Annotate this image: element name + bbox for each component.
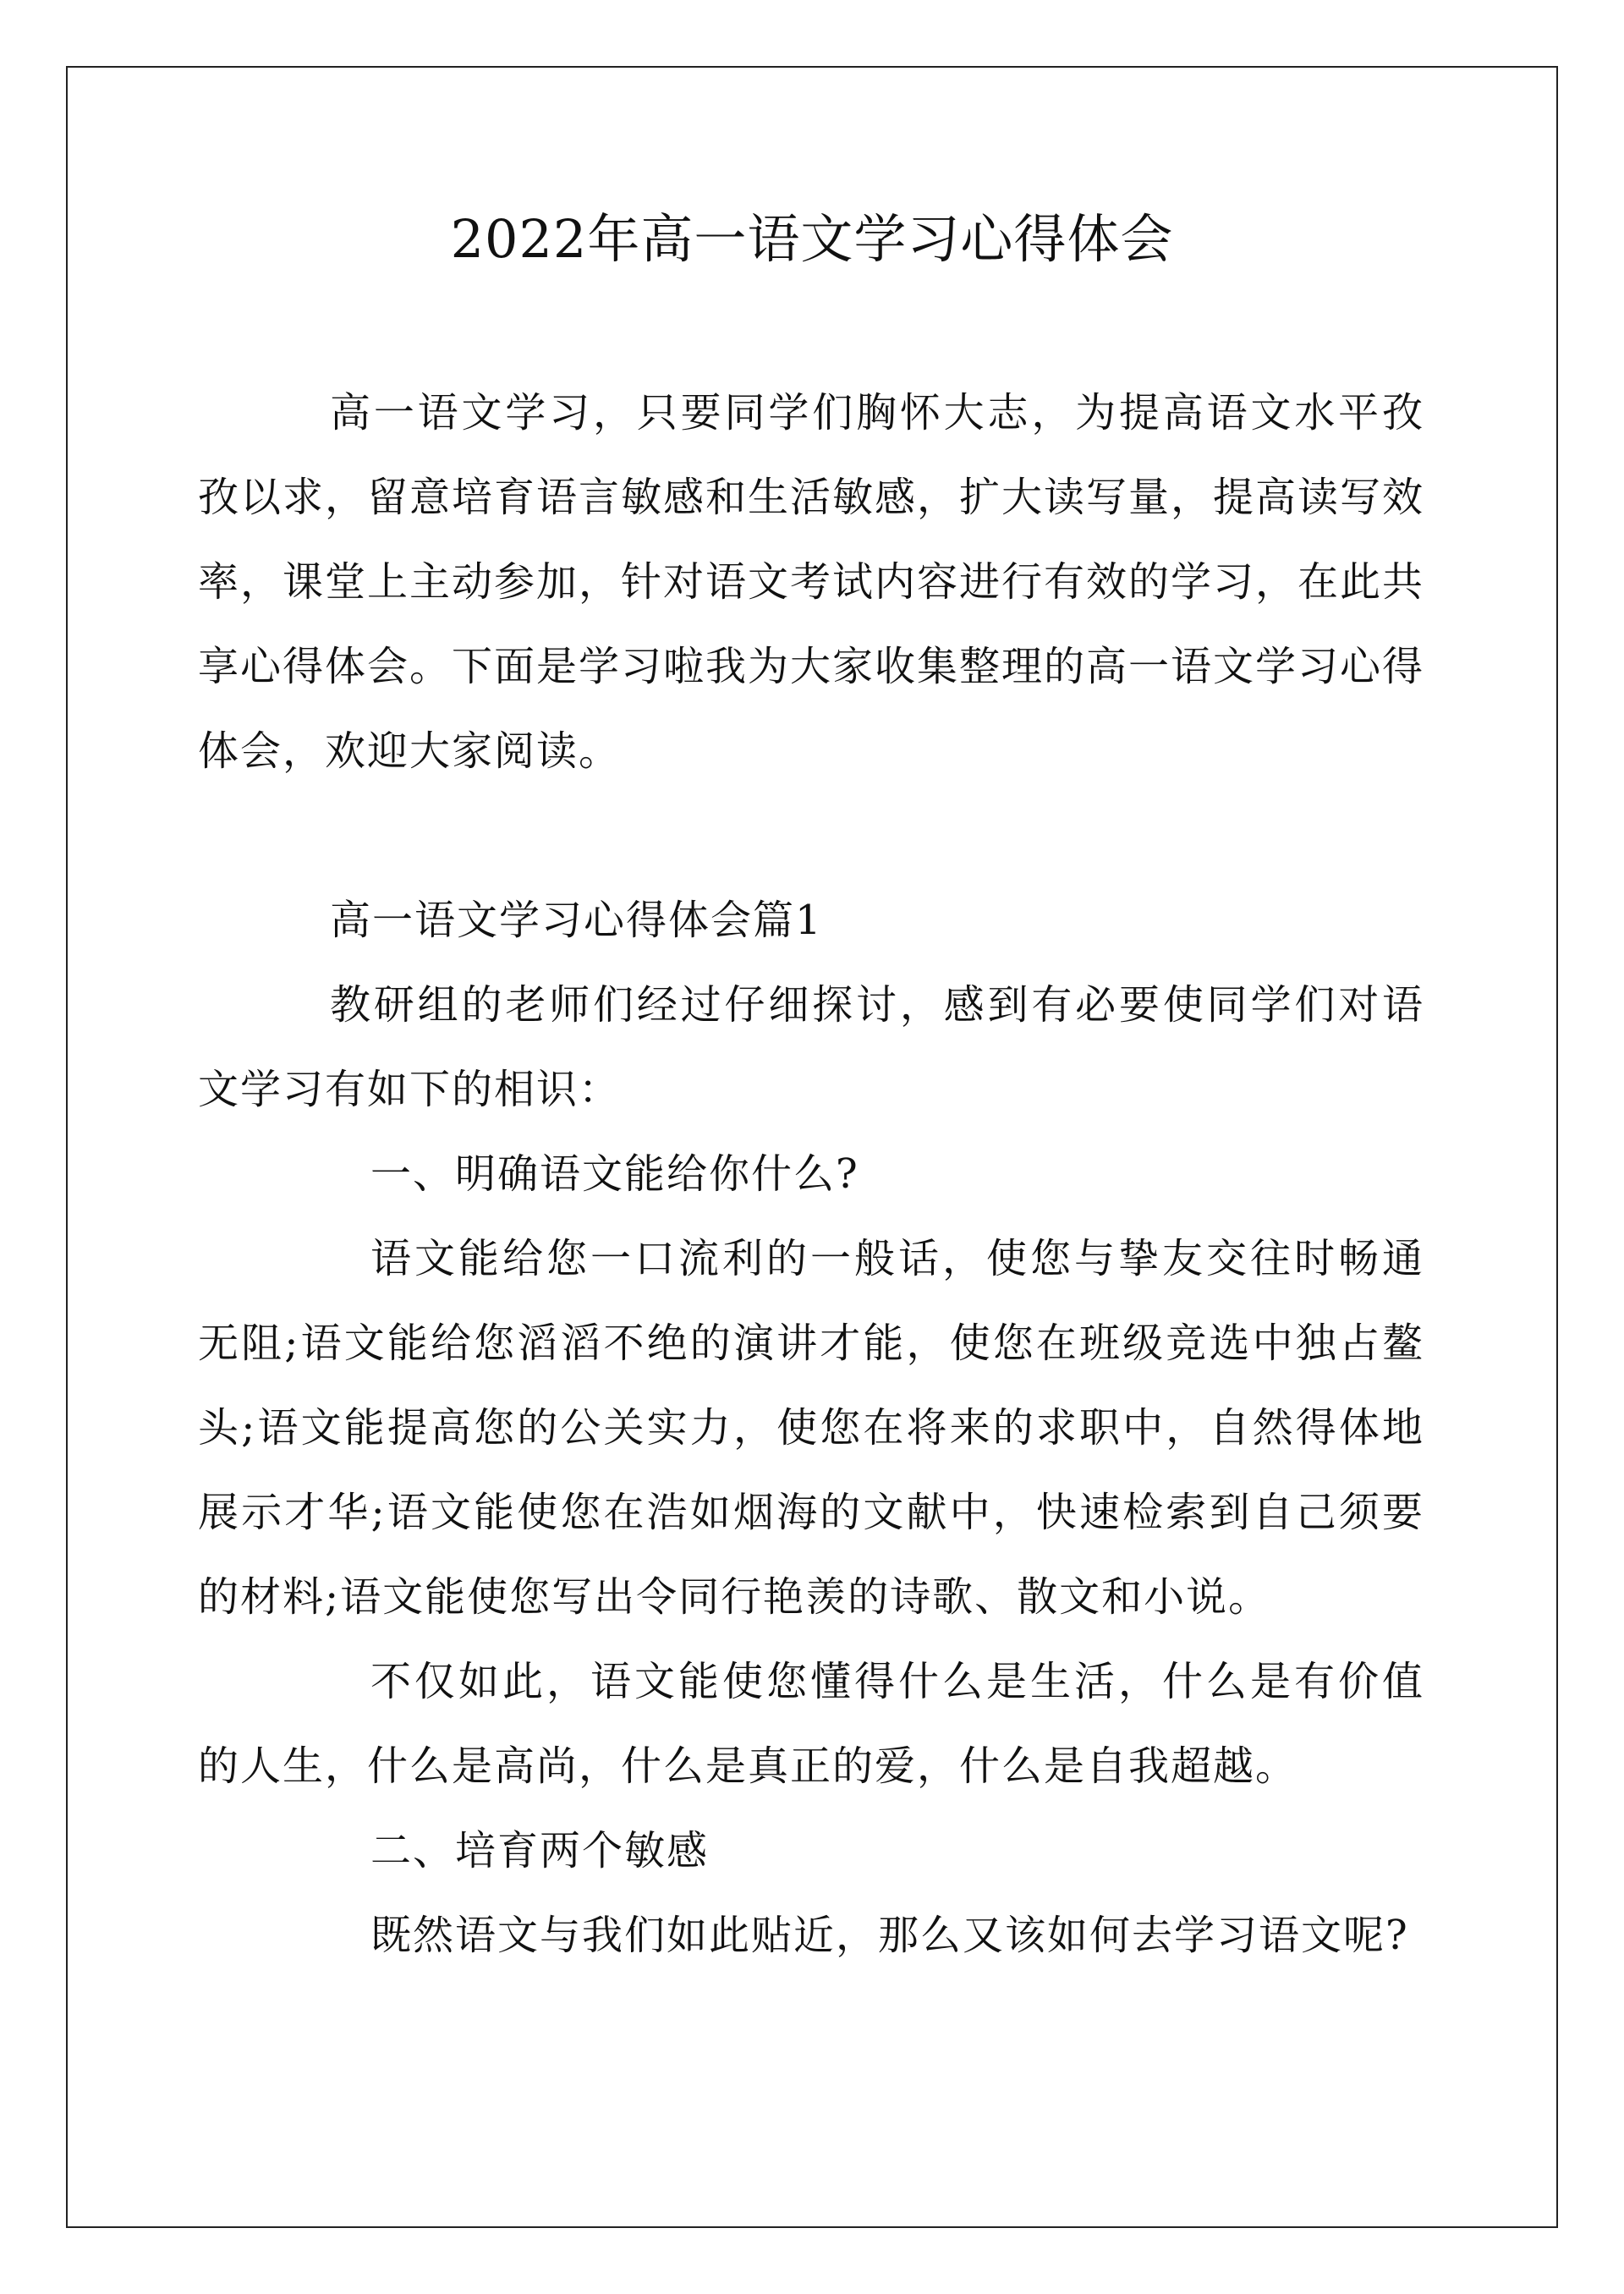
subsection-heading: 一、明确语文能给你什么? xyxy=(370,1150,859,1198)
document-title: 2022年高一语文学习心得体会 xyxy=(450,208,1174,270)
body-paragraph: 教研组的老师们经过仔细探讨，感到有必要使同学们对语文学习有如下的相识： xyxy=(198,981,1424,1113)
body-paragraph: 不仅如此，语文能使您懂得什么是生活，什么是有价值的人生，什么是高尚，什么是真正的爱，什么是自我超越。 xyxy=(198,1658,1424,1790)
section-heading: 高一语文学习心得体会篇1 xyxy=(330,897,823,944)
intro-paragraph: 高一语文学习，只要同学们胸怀大志，为提高语文水平孜孜以求，留意培育语言敏感和生活敏感，扩大读写量，提高读写效率，课堂上主动参加，针对语文考试内容进行有效的学习，在此共享心得体会。下面是学习啦我为大家收集整理的高一语文学习心得体会，欢迎大家阅读。 xyxy=(198,389,1425,775)
body-paragraph: 既然语文与我们如此贴近，那么又该如何去学习语文呢? xyxy=(370,1912,1409,1959)
body-paragraph: 语文能给您一口流利的一般话，使您与挚友交往时畅通无阻;语文能给您滔滔不绝的演讲才能，使您在班级竞选中独占鳌头;语文能提高您的公关实力，使您在将来的求职中，自然得体地展示才华;语文能使您在浩如烟海的文献中，快速检索到自己须要的材料;语文能使您写出令同行艳羡的诗歌、散文和小说。 xyxy=(198,1235,1424,1621)
document-body xyxy=(198,370,1424,1978)
subsection-heading: 二、培育两个敏感 xyxy=(370,1827,710,1874)
